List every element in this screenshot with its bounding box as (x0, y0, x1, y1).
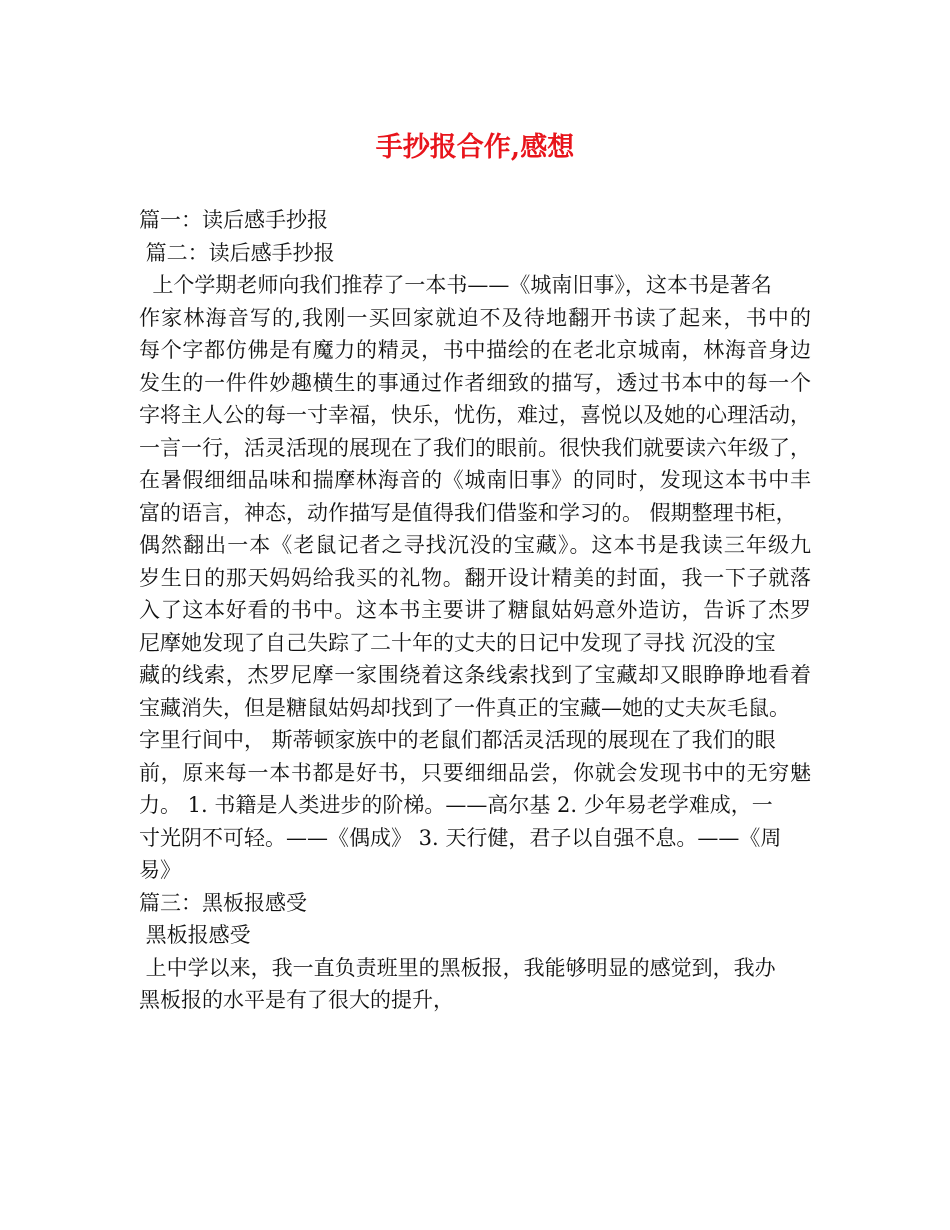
text-line: 入了这本好看的书中。这本书主要讲了糖鼠姑妈意外造访，告诉了杰罗 (139, 598, 811, 622)
text-line: 藏的线索，杰罗尼摩一家围绕着这条线索找到了宝藏却又眼睁睁地看着 (139, 663, 811, 687)
text-line: 字里行间中， 斯蒂顿家族中的老鼠们都活灵活现的展现在了我们的眼 (139, 728, 776, 752)
text-line: 前，原来每一本书都是好书，只要细细品尝，你就会发现书中的无穷魅 (139, 760, 811, 785)
document-title: 手抄报合作,感想 (375, 132, 575, 163)
text-line: 作家林海音写的,我刚一买回家就迫不及待地翻开书读了起来，书中的 (139, 305, 811, 330)
section-heading-2: 篇二：读后感手抄报 (139, 240, 335, 265)
text-line: 偶然翻出一本《老鼠记者之寻找沉没的宝藏》。这本书是我读三年级九 (139, 533, 811, 557)
text-line: 富的语言，神态，动作描写是值得我们借鉴和学习的。 假期整理书柜， (139, 500, 797, 525)
section-heading-3: 篇三：黑板报感受 (139, 890, 307, 915)
text-line: 字将主人公的每一寸幸福，快乐，忧伤，难过，喜悦以及她的心理活动， (139, 403, 811, 427)
text-line: 寸光阴不可轻。——《偶成》 3. 天行健，君子以自强不息。——《周 (139, 825, 782, 850)
text-line: 力。 1. 书籍是人类进步的阶梯。——高尔基 2. 少年易老学难成，一 (139, 793, 773, 817)
subsection-title: 黑板报感受 (139, 923, 251, 947)
text-line: 上中学以来，我一直负责班里的黑板报，我能够明显的感觉到，我办 (139, 955, 776, 980)
text-line: 一言一行，活灵活现的展现在了我们的眼前。很快我们就要读六年级了， (139, 435, 811, 460)
document-body (139, 204, 811, 1017)
text-line: 易》 (139, 858, 181, 882)
text-line: 岁生日的那天妈妈给我买的礼物。翻开设计精美的封面，我一下子就落 (139, 565, 811, 590)
text-line: 尼摩她发现了自己失踪了二十年的丈夫的日记中发现了寻找 沉没的宝 (139, 630, 776, 655)
text-line: 黑板报的水平是有了很大的提升， (139, 988, 454, 1012)
text-line: 宝藏消失，但是糖鼠姑妈却找到了一件真正的宝藏—她的丈夫灰毛鼠。 (139, 695, 790, 720)
text-line: 上个学期老师向我们推荐了一本书——《城南旧事》，这本书是著名 (139, 273, 772, 297)
text-line: 发生的一件件妙趣横生的事通过作者细致的描写，透过书本中的每一个 (139, 370, 811, 395)
text-line: 在暑假细细品味和揣摩林海音的《城南旧事》的同时，发现这本书中丰 (139, 468, 811, 492)
text-line: 每个字都仿佛是有魔力的精灵，书中描绘的在老北京城南，林海音身边 (139, 338, 811, 362)
section-heading-1: 篇一：读后感手抄报 (139, 208, 328, 232)
